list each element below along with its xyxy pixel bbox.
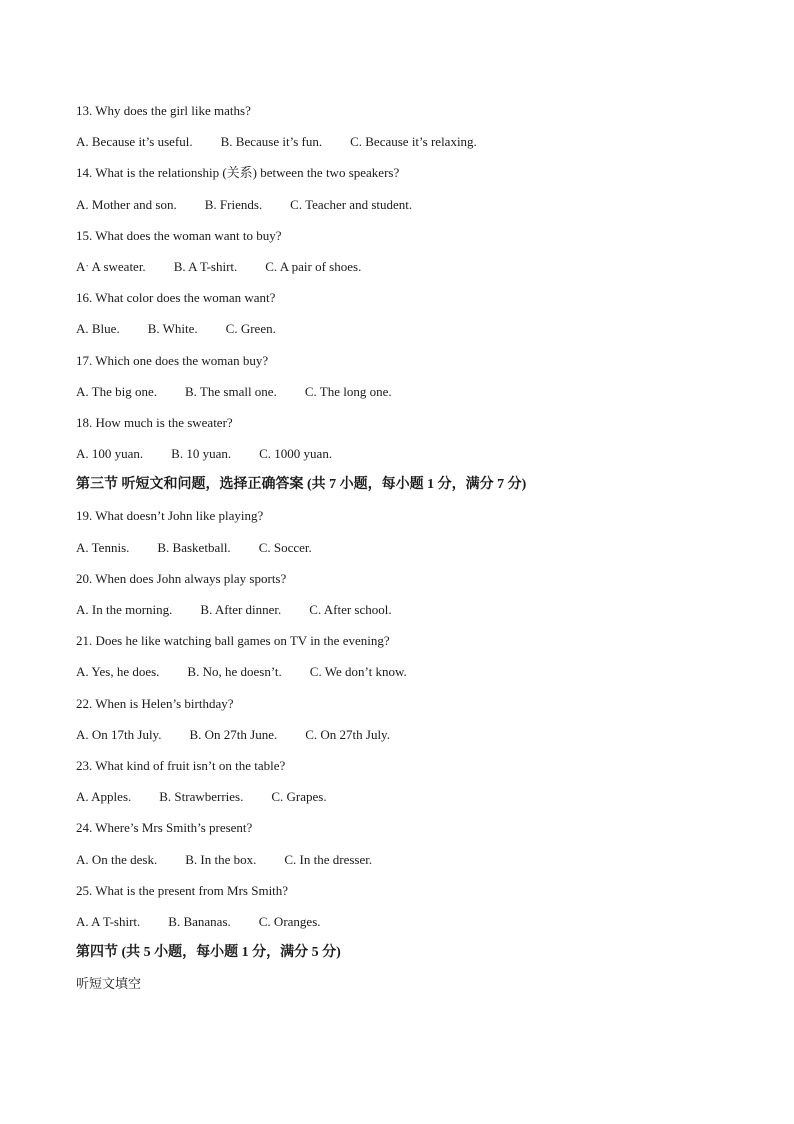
question-text — [76, 101, 736, 132]
section-heading — [76, 475, 736, 506]
answer-option: C. Oranges. — [258, 913, 321, 929]
question-text — [76, 694, 736, 725]
answer-option: C. Because it’s relaxing. — [350, 134, 477, 150]
answer-option: A. Blue. — [76, 321, 120, 337]
line-text: 25. What is the present from Mrs Smith? — [76, 882, 289, 898]
answer-option: A. Apples. — [76, 789, 132, 805]
question-text — [76, 506, 736, 537]
question-text — [76, 569, 736, 600]
answer-option: C. A pair of shoes. — [265, 258, 362, 274]
line-text: 16. What color does the woman want? — [76, 290, 276, 306]
answer-option: A. Mother and son. — [76, 196, 177, 212]
answer-option: B. No, he doesn’t. — [187, 664, 282, 680]
answer-options — [76, 444, 736, 475]
answer-options — [76, 662, 736, 693]
answer-options — [76, 787, 736, 818]
answer-option: A. On the desk. — [76, 851, 158, 867]
question-text — [76, 163, 736, 194]
question-text — [76, 351, 736, 382]
answer-option: B. Friends. — [204, 196, 263, 212]
answer-options — [76, 850, 736, 881]
line-text: 听短文填空 — [76, 976, 142, 992]
answer-option: C. Green. — [225, 321, 276, 337]
question-text — [76, 756, 736, 787]
question-text — [76, 288, 736, 319]
answer-options — [76, 600, 736, 631]
answer-option: B. 10 yuan. — [171, 446, 232, 462]
line-text: 23. What kind of fruit isn’t on the table? — [76, 757, 286, 773]
exam-content — [76, 101, 736, 1005]
line-text: 20. When does John always play sports? — [76, 570, 287, 586]
answer-options — [76, 912, 736, 943]
answer-option: A. Because it’s useful. — [76, 134, 193, 150]
answer-options — [76, 195, 736, 226]
answer-option: A. Tennis. — [76, 539, 130, 555]
answer-option: C. After school. — [309, 602, 392, 617]
answer-option: C. On 27th July. — [305, 726, 390, 742]
answer-option: A. On 17th July. — [76, 726, 162, 742]
instruction-text — [76, 974, 736, 1005]
answer-option: C. Grapes. — [271, 789, 327, 805]
line-text: 13. Why does the girl like maths? — [76, 103, 251, 118]
answer-option: B. Bananas. — [168, 913, 231, 929]
answer-option: C. We don’t know. — [309, 664, 407, 680]
answer-option: A. The big one. — [76, 383, 157, 399]
answer-option: C. In the dresser. — [284, 851, 373, 867]
answer-option: Aˑ A sweater. — [76, 258, 146, 274]
answer-option: C. The long one. — [304, 383, 392, 399]
question-text — [76, 881, 736, 912]
answer-option: B. A T-shirt. — [173, 258, 238, 274]
answer-options — [76, 382, 736, 413]
answer-option: C. 1000 yuan. — [259, 446, 333, 462]
question-text — [76, 631, 736, 662]
answer-option: B. Strawberries. — [159, 789, 244, 805]
section-heading — [76, 943, 736, 974]
line-text: 24. Where’s Mrs Smith’s present? — [76, 820, 253, 836]
line-text: 第三节 听短文和问题，选择正确答案 (共 7 小题，每小题 1 分，满分 7 分) — [76, 477, 527, 493]
answer-option: A. 100 yuan. — [76, 446, 144, 462]
line-text: 21. Does he like watching ball games on TV in the evening? — [76, 633, 390, 649]
answer-option: B. Because it’s fun. — [220, 134, 323, 150]
line-text: 17. Which one does the woman buy? — [76, 352, 269, 368]
line-text: 18. How much is the sweater? — [76, 414, 233, 430]
answer-option: C. Teacher and student. — [290, 196, 413, 212]
line-text: 22. When is Helen’s birthday? — [76, 695, 234, 711]
question-text — [76, 413, 736, 444]
answer-options — [76, 538, 736, 569]
answer-option: A. Yes, he does. — [76, 664, 160, 680]
answer-option: B. The small one. — [185, 383, 277, 399]
question-text — [76, 818, 736, 849]
answer-options — [76, 132, 736, 163]
answer-option: B. After dinner. — [200, 602, 282, 617]
answer-option: C. Soccer. — [258, 539, 312, 555]
answer-options — [76, 725, 736, 756]
answer-option: B. On 27th June. — [189, 726, 278, 742]
line-text: 19. What doesn’t John like playing? — [76, 508, 264, 524]
answer-options — [76, 319, 736, 350]
line-text: 14. What is the relationship (关系) between the two speakers? — [76, 165, 400, 181]
line-text: 第四节 (共 5 小题，每小题 1 分，满分 5 分) — [76, 945, 341, 961]
question-text — [76, 226, 736, 257]
answer-option: A. A T-shirt. — [76, 913, 141, 929]
answer-option: B. In the box. — [185, 851, 257, 867]
answer-options — [76, 257, 736, 288]
answer-option: B. White. — [147, 321, 198, 337]
answer-option: B. Basketball. — [157, 539, 231, 555]
answer-option: A. In the morning. — [76, 602, 173, 617]
line-text: 15. What does the woman want to buy? — [76, 227, 282, 243]
